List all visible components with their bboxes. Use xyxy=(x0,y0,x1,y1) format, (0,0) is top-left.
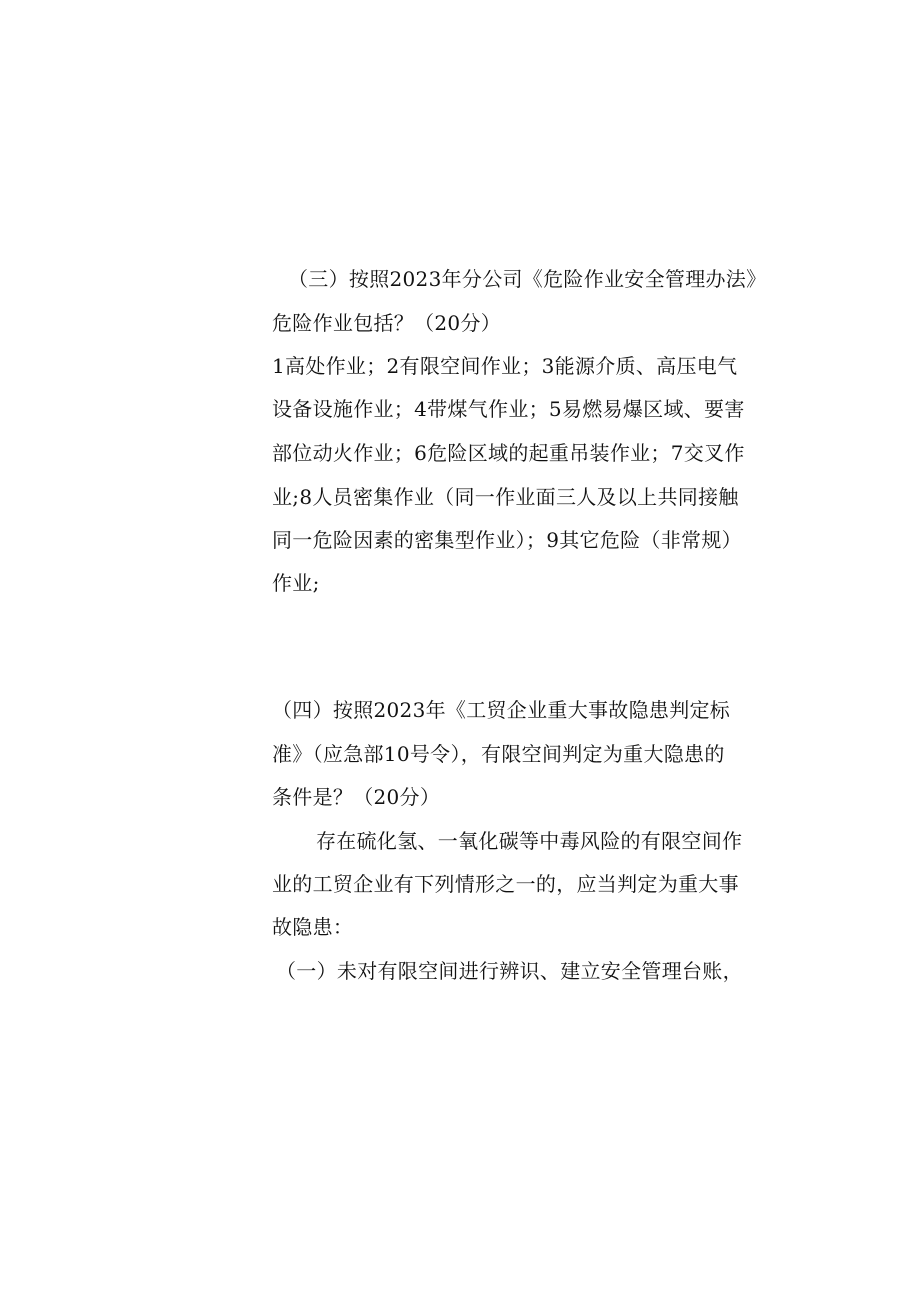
section4-question-line-3: 条件是？（20分） xyxy=(272,785,441,809)
section3-answer-line-6: 作业; xyxy=(272,571,320,595)
section4-question-line-2: 准》（应急部10号令），有限空间判定为重大隐患的 xyxy=(272,742,725,766)
section4-answer-line-1: 存在硫化氢、一氧化碳等中毒风险的有限空间作 xyxy=(316,829,743,853)
section4-answer-line-3: 故隐患： xyxy=(272,915,354,939)
section3-question-line-2: 危险作业包括？（20分） xyxy=(272,311,502,335)
section4-item-1: （一）未对有限空间进行辨识、建立安全管理台账， xyxy=(276,959,743,983)
section3-answer-line-2: 设备设施作业；4带煤气作业；5易燃易爆区域、要害 xyxy=(272,397,745,421)
section3-answer-line-4: 业;8人员密集作业（同一作业面三人及以上共同接触 xyxy=(272,485,739,509)
section3-answer-line-3: 部位动火作业；6危险区域的起重吊装作业；7交叉作 xyxy=(272,441,745,465)
section4-answer-line-2: 业的工贸企业有下列情形之一的，应当判定为重大事 xyxy=(272,872,739,896)
section4-question-line-1: （四）按照2023年《工贸企业重大事故隐患判定标 xyxy=(272,698,731,722)
section3-answer-line-1: 1高处作业；2有限空间作业；3能源介质、高压电气 xyxy=(272,354,738,378)
section3-answer-line-5: 同一危险因素的密集型作业）；9其它危险（非常规） xyxy=(272,528,742,552)
section3-question-line-1: （三）按照2023年分公司《危险作业安全管理办法》 xyxy=(288,267,767,291)
